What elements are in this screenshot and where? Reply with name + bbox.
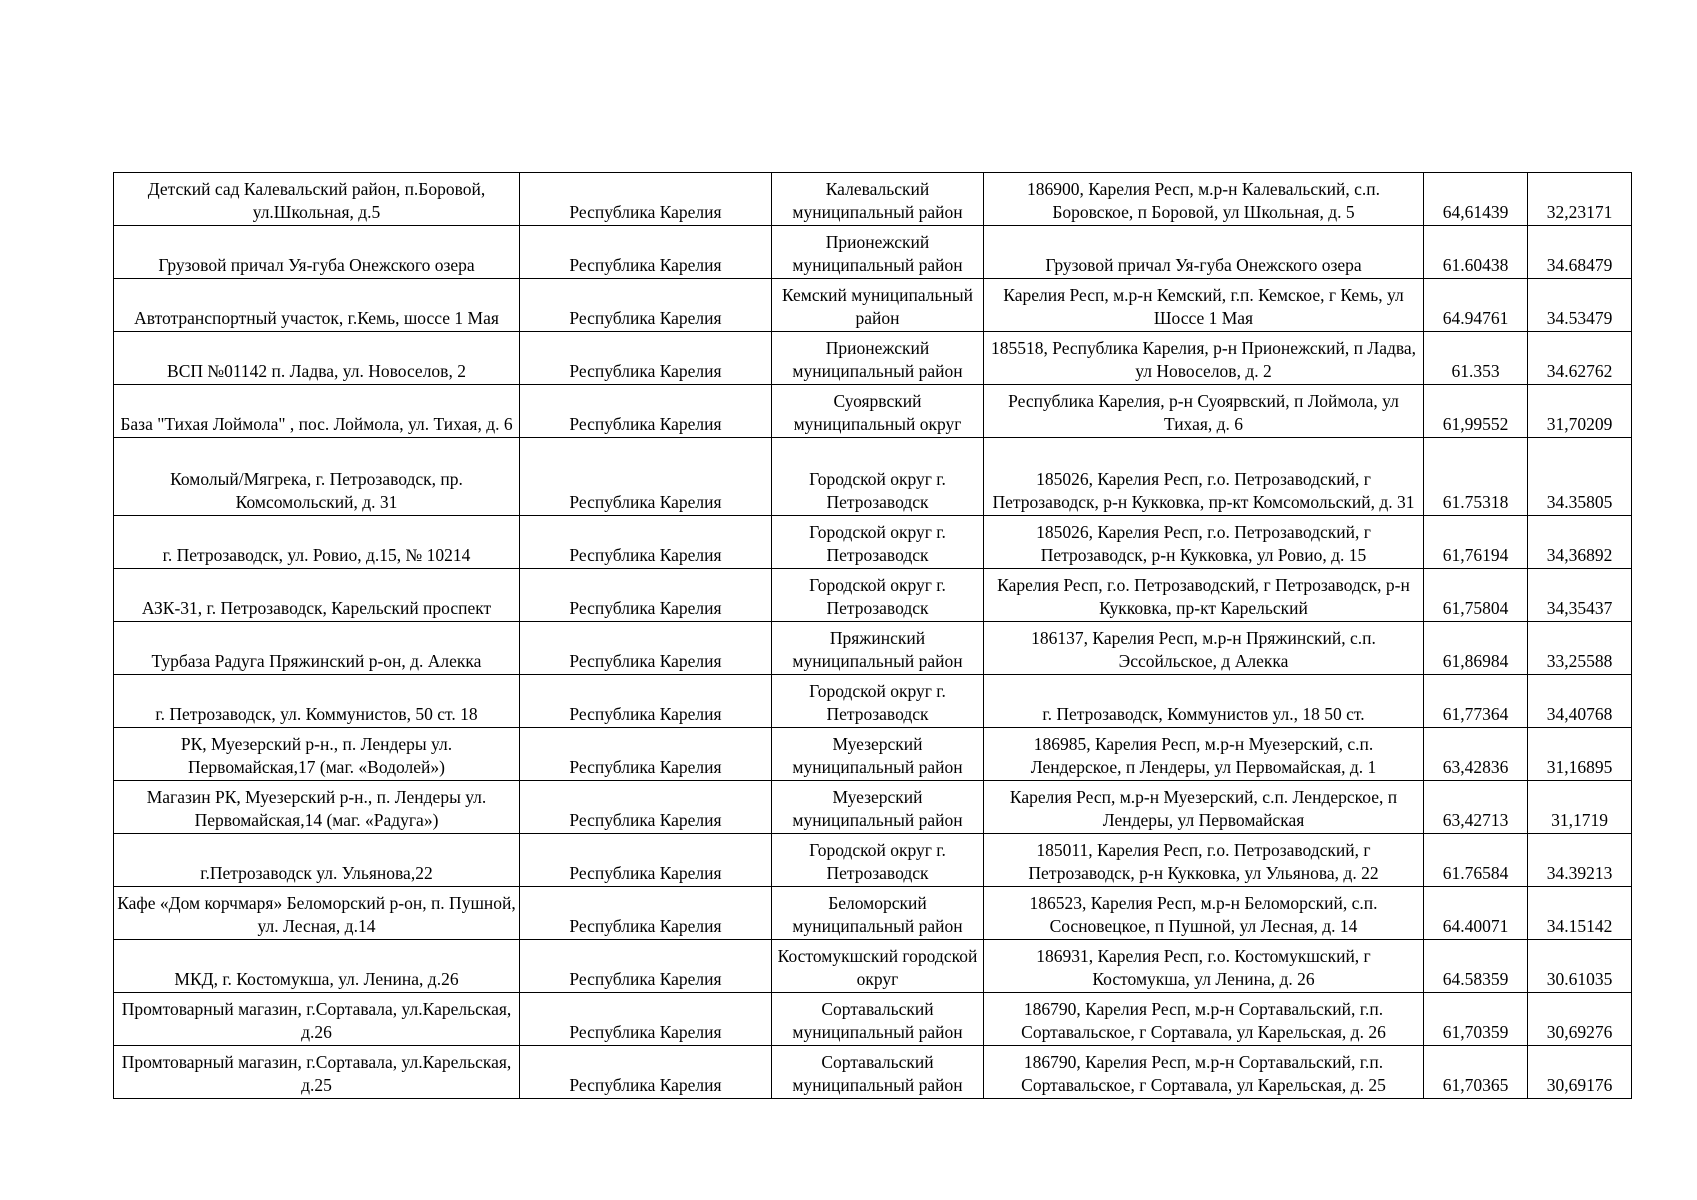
latitude-cell: 64.94761 xyxy=(1424,279,1528,332)
table-row xyxy=(114,622,1632,675)
table-row xyxy=(114,438,1632,516)
address-cell: 186137, Карелия Респ, м.р-н Пряжинский, с.п. Эссойльское, д Алекка xyxy=(984,622,1424,675)
latitude-cell: 64,61439 xyxy=(1424,173,1528,226)
district-cell: Сортавальский муниципальный район xyxy=(772,993,984,1046)
object-name-cell: Кафе «Дом корчмаря» Беломорский р-он, п. Пушной, ул. Лесная, д.14 xyxy=(114,887,520,940)
object-name-cell: Грузовой причал Уя-губа Онежского озера xyxy=(114,226,520,279)
address-cell: Карелия Респ, г.о. Петрозаводский, г Петрозаводск, р-н Кукковка, пр-кт Карельский xyxy=(984,569,1424,622)
object-name-cell: Промтоварный магазин, г.Сортавала, ул.Карельская, д.25 xyxy=(114,1046,520,1099)
table-row xyxy=(114,1046,1632,1099)
region-cell: Республика Карелия xyxy=(520,1046,772,1099)
district-cell: Прионежский муниципальный район xyxy=(772,332,984,385)
table-row xyxy=(114,332,1632,385)
longitude-cell: 32,23171 xyxy=(1528,173,1632,226)
region-cell: Республика Карелия xyxy=(520,516,772,569)
district-cell: Городской округ г. Петрозаводск xyxy=(772,675,984,728)
table-row xyxy=(114,173,1632,226)
longitude-cell: 31,16895 xyxy=(1528,728,1632,781)
table-row xyxy=(114,728,1632,781)
longitude-cell: 34,40768 xyxy=(1528,675,1632,728)
region-cell: Республика Карелия xyxy=(520,622,772,675)
district-cell: Муезерский муниципальный район xyxy=(772,781,984,834)
region-cell: Республика Карелия xyxy=(520,940,772,993)
table-row xyxy=(114,940,1632,993)
region-cell: Республика Карелия xyxy=(520,438,772,516)
region-cell: Республика Карелия xyxy=(520,332,772,385)
address-cell: Карелия Респ, м.р-н Муезерский, с.п. Лендерское, п Лендеры, ул Первомайская xyxy=(984,781,1424,834)
object-name-cell: Турбаза Радуга Пряжинский р-он, д. Алекка xyxy=(114,622,520,675)
latitude-cell: 61.76584 xyxy=(1424,834,1528,887)
longitude-cell: 33,25588 xyxy=(1528,622,1632,675)
table-body xyxy=(114,173,1632,1099)
region-cell: Республика Карелия xyxy=(520,834,772,887)
region-cell: Республика Карелия xyxy=(520,728,772,781)
longitude-cell: 34,35437 xyxy=(1528,569,1632,622)
longitude-cell: 30.61035 xyxy=(1528,940,1632,993)
region-cell: Республика Карелия xyxy=(520,173,772,226)
table-row xyxy=(114,781,1632,834)
object-name-cell: База "Тихая Лоймола" , пос. Лоймола, ул. Тихая, д. 6 xyxy=(114,385,520,438)
district-cell: Городской округ г. Петрозаводск xyxy=(772,438,984,516)
table-row xyxy=(114,993,1632,1046)
address-cell: 186790, Карелия Респ, м.р-н Сортавальский, г.п. Сортавальское, г Сортавала, ул Карельская, д. 25 xyxy=(984,1046,1424,1099)
address-cell: 185518, Республика Карелия, р-н Прионежский, п Ладва, ул Новоселов, д. 2 xyxy=(984,332,1424,385)
locations-table xyxy=(113,172,1632,1099)
address-cell: 185026, Карелия Респ, г.о. Петрозаводский, г Петрозаводск, р-н Кукковка, ул Ровио, д. 15 xyxy=(984,516,1424,569)
latitude-cell: 64.58359 xyxy=(1424,940,1528,993)
object-name-cell: Детский сад Калевальский район, п.Боровой, ул.Школьная, д.5 xyxy=(114,173,520,226)
address-cell: Карелия Респ, м.р-н Кемский, г.п. Кемское, г Кемь, ул Шоссе 1 Мая xyxy=(984,279,1424,332)
address-cell: 185011, Карелия Респ, г.о. Петрозаводский, г Петрозаводск, р-н Кукковка, ул Ульянова, д. 22 xyxy=(984,834,1424,887)
district-cell: Городской округ г. Петрозаводск xyxy=(772,516,984,569)
table-row xyxy=(114,516,1632,569)
region-cell: Республика Карелия xyxy=(520,385,772,438)
region-cell: Республика Карелия xyxy=(520,993,772,1046)
object-name-cell: РК, Муезерский р-н., п. Лендеры ул. Первомайская,17 (маг. «Водолей») xyxy=(114,728,520,781)
latitude-cell: 64.40071 xyxy=(1424,887,1528,940)
district-cell: Суоярвский муниципальный округ xyxy=(772,385,984,438)
address-cell: 186523, Карелия Респ, м.р-н Беломорский, с.п. Сосновецкое, п Пушной, ул Лесная, д. 14 xyxy=(984,887,1424,940)
latitude-cell: 61,77364 xyxy=(1424,675,1528,728)
address-cell: г. Петрозаводск, Коммунистов ул., 18 50 ст. xyxy=(984,675,1424,728)
longitude-cell: 31,1719 xyxy=(1528,781,1632,834)
object-name-cell: Автотранспортный участок, г.Кемь, шоссе 1 Мая xyxy=(114,279,520,332)
district-cell: Костомукшский городской округ xyxy=(772,940,984,993)
object-name-cell: АЗК-31, г. Петрозаводск, Карельский проспект xyxy=(114,569,520,622)
object-name-cell: Промтоварный магазин, г.Сортавала, ул.Карельская, д.26 xyxy=(114,993,520,1046)
longitude-cell: 34.35805 xyxy=(1528,438,1632,516)
address-cell: 186790, Карелия Респ, м.р-н Сортавальский, г.п. Сортавальское, г Сортавала, ул Карельская, д. 26 xyxy=(984,993,1424,1046)
district-cell: Беломорский муниципальный район xyxy=(772,887,984,940)
longitude-cell: 30,69276 xyxy=(1528,993,1632,1046)
table-row xyxy=(114,834,1632,887)
district-cell: Муезерский муниципальный район xyxy=(772,728,984,781)
latitude-cell: 61.353 xyxy=(1424,332,1528,385)
region-cell: Республика Карелия xyxy=(520,226,772,279)
object-name-cell: Магазин РК, Муезерский р-н., п. Лендеры ул. Первомайская,14 (маг. «Радуга») xyxy=(114,781,520,834)
region-cell: Республика Карелия xyxy=(520,781,772,834)
latitude-cell: 61,99552 xyxy=(1424,385,1528,438)
address-cell: 186900, Карелия Респ, м.р-н Калевальский, с.п. Боровское, п Боровой, ул Школьная, д. 5 xyxy=(984,173,1424,226)
longitude-cell: 30,69176 xyxy=(1528,1046,1632,1099)
district-cell: Калевальский муниципальный район xyxy=(772,173,984,226)
longitude-cell: 34.15142 xyxy=(1528,887,1632,940)
district-cell: Кемский муниципальный район xyxy=(772,279,984,332)
address-cell: Республика Карелия, р-н Суоярвский, п Лоймола, ул Тихая, д. 6 xyxy=(984,385,1424,438)
latitude-cell: 61,70365 xyxy=(1424,1046,1528,1099)
longitude-cell: 34.62762 xyxy=(1528,332,1632,385)
object-name-cell: МКД, г. Костомукша, ул. Ленина, д.26 xyxy=(114,940,520,993)
latitude-cell: 63,42836 xyxy=(1424,728,1528,781)
longitude-cell: 34,36892 xyxy=(1528,516,1632,569)
district-cell: Городской округ г. Петрозаводск xyxy=(772,834,984,887)
object-name-cell: г. Петрозаводск, ул. Ровио, д.15, № 10214 xyxy=(114,516,520,569)
latitude-cell: 63,42713 xyxy=(1424,781,1528,834)
longitude-cell: 34.39213 xyxy=(1528,834,1632,887)
district-cell: Городской округ г. Петрозаводск xyxy=(772,569,984,622)
latitude-cell: 61,76194 xyxy=(1424,516,1528,569)
district-cell: Сортавальский муниципальный район xyxy=(772,1046,984,1099)
object-name-cell: г. Петрозаводск, ул. Коммунистов, 50 ст. 18 xyxy=(114,675,520,728)
object-name-cell: г.Петрозаводск ул. Ульянова,22 xyxy=(114,834,520,887)
address-cell: 185026, Карелия Респ, г.о. Петрозаводский, г Петрозаводск, р-н Кукковка, пр-кт Комсомольский, д. 31 xyxy=(984,438,1424,516)
region-cell: Республика Карелия xyxy=(520,887,772,940)
object-name-cell: Комолый/Мягрека, г. Петрозаводск, пр. Комсомольский, д. 31 xyxy=(114,438,520,516)
table-row xyxy=(114,675,1632,728)
longitude-cell: 34.53479 xyxy=(1528,279,1632,332)
district-cell: Прионежский муниципальный район xyxy=(772,226,984,279)
region-cell: Республика Карелия xyxy=(520,569,772,622)
table-row xyxy=(114,226,1632,279)
longitude-cell: 31,70209 xyxy=(1528,385,1632,438)
object-name-cell: ВСП №01142 п. Ладва, ул. Новоселов, 2 xyxy=(114,332,520,385)
latitude-cell: 61,86984 xyxy=(1424,622,1528,675)
address-cell: 186985, Карелия Респ, м.р-н Муезерский, с.п. Лендерское, п Лендеры, ул Первомайская, д. 1 xyxy=(984,728,1424,781)
latitude-cell: 61.60438 xyxy=(1424,226,1528,279)
address-cell: 186931, Карелия Респ, г.о. Костомукшский, г Костомукша, ул Ленина, д. 26 xyxy=(984,940,1424,993)
table-row xyxy=(114,279,1632,332)
region-cell: Республика Карелия xyxy=(520,675,772,728)
longitude-cell: 34.68479 xyxy=(1528,226,1632,279)
latitude-cell: 61.75318 xyxy=(1424,438,1528,516)
table-row xyxy=(114,569,1632,622)
latitude-cell: 61,75804 xyxy=(1424,569,1528,622)
table-row xyxy=(114,385,1632,438)
address-cell: Грузовой причал Уя-губа Онежского озера xyxy=(984,226,1424,279)
table-row xyxy=(114,887,1632,940)
latitude-cell: 61,70359 xyxy=(1424,993,1528,1046)
region-cell: Республика Карелия xyxy=(520,279,772,332)
district-cell: Пряжинский муниципальный район xyxy=(772,622,984,675)
